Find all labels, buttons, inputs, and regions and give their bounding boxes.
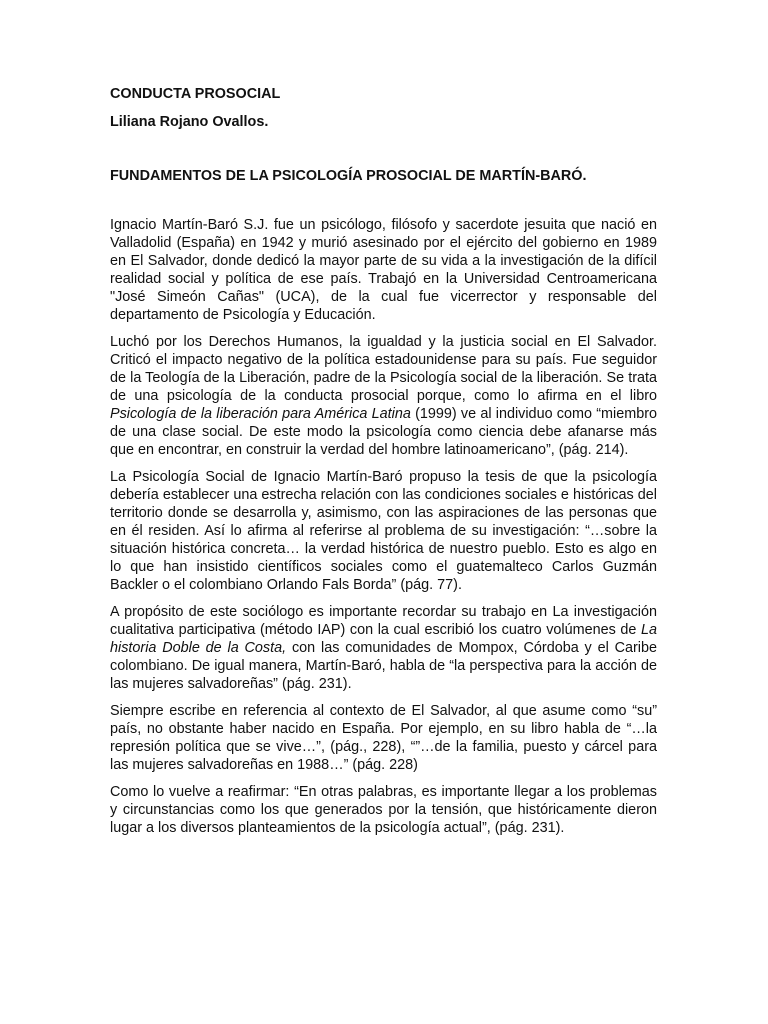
paragraph-text: Como lo vuelve a reafirmar: “En otras palabras, es importante llegar a los problemas y circunstancias como los que generados por la tensión, que históricamente dieron lugar a los diversos planteamientos de la psicología actual”, (pág. 231). xyxy=(110,784,657,836)
paragraph-text: A propósito de este sociólogo es importante recordar su trabajo en La investigación cualitativa participativa (método IAP) con la cual escribió los cuatro volúmenes de xyxy=(110,604,657,638)
document-title: CONDUCTA PROSOCIAL xyxy=(110,86,281,102)
paragraph xyxy=(110,468,657,594)
paragraph-text: Luchó por los Derechos Humanos, la igualdad y la justicia social en El Salvador. Criticó el impacto negativo de la política estadounidense para su país. Fue seguidor de la Teología de la Liberación, padre de la Psicología social de la liberación. Se trata de una psicología de la conducta prosocial porque, como lo afirma en el libro xyxy=(110,334,657,404)
paragraph-text: (1999) ve al individuo como “miembro de una clase social. De este modo la psicología como ciencia debe afanarse más que en encontrar, en construir la verdad del hombre latinoamericano”, (pág. 214). xyxy=(110,406,657,458)
document-author: Liliana Rojano Ovallos. xyxy=(110,114,269,130)
paragraph xyxy=(110,783,657,837)
document-body xyxy=(110,216,657,837)
book-title-italic: Psicología de la liberación para América Latina xyxy=(110,406,411,422)
book-title-italic: La historia Doble de la Costa, xyxy=(110,622,657,656)
paragraph-text: La Psicología Social de Ignacio Martín-Baró propuso la tesis de que la psicología debería establecer una estrecha relación con las condiciones sociales e históricas del territorio donde se desarrolla y, asimismo, con las aspiraciones de las personas que en él residen. Así lo afirma al referirse al problema de su investigación: “…sobre la situación histórica concreta… la verdad histórica de nuestro pueblo. Esto es algo en lo que han insistido científicos sociales como el guatemalteco Carlos Guzmán Backler o el colombiano Orlando Fals Borda” (pág. 77). xyxy=(110,469,657,593)
paragraph xyxy=(110,333,657,459)
paragraph-text: Siempre escribe en referencia al contexto de El Salvador, al que asume como “su” país, no obstante haber nacido en España. Por ejemplo, en su libro habla de “…la represión política que se vive…”, (pág., 228), “”…de la familia, puesto y cárcel para las mujeres salvadoreñas en 1988…” (pág. 228) xyxy=(110,703,657,773)
paragraph xyxy=(110,216,657,324)
paragraph-text: Ignacio Martín-Baró S.J. fue un psicólogo, filósofo y sacerdote jesuita que nació en Valladolid (España) en 1942 y murió asesinado por el ejército del gobierno en 1989 en El Salvador, donde dedicó la mayor parte de su vida a la investigación de la difícil realidad social y política de ese país. Trabajó en la Universidad Centroamericana "José Simeón Cañas" (UCA), de la cual fue vicerrector y responsable del departamento de Psicología y Educación. xyxy=(110,217,657,323)
section-heading: FUNDAMENTOS DE LA PSICOLOGÍA PROSOCIAL DE MARTÍN-BARÓ. xyxy=(110,168,587,184)
paragraph xyxy=(110,603,657,693)
paragraph-text: con las comunidades de Mompox, Córdoba y el Caribe colombiano. De igual manera, Martín-Baró, habla de “la perspectiva para la acción de las mujeres salvadoreñas” (pág. 231). xyxy=(110,640,657,692)
paragraph xyxy=(110,702,657,774)
